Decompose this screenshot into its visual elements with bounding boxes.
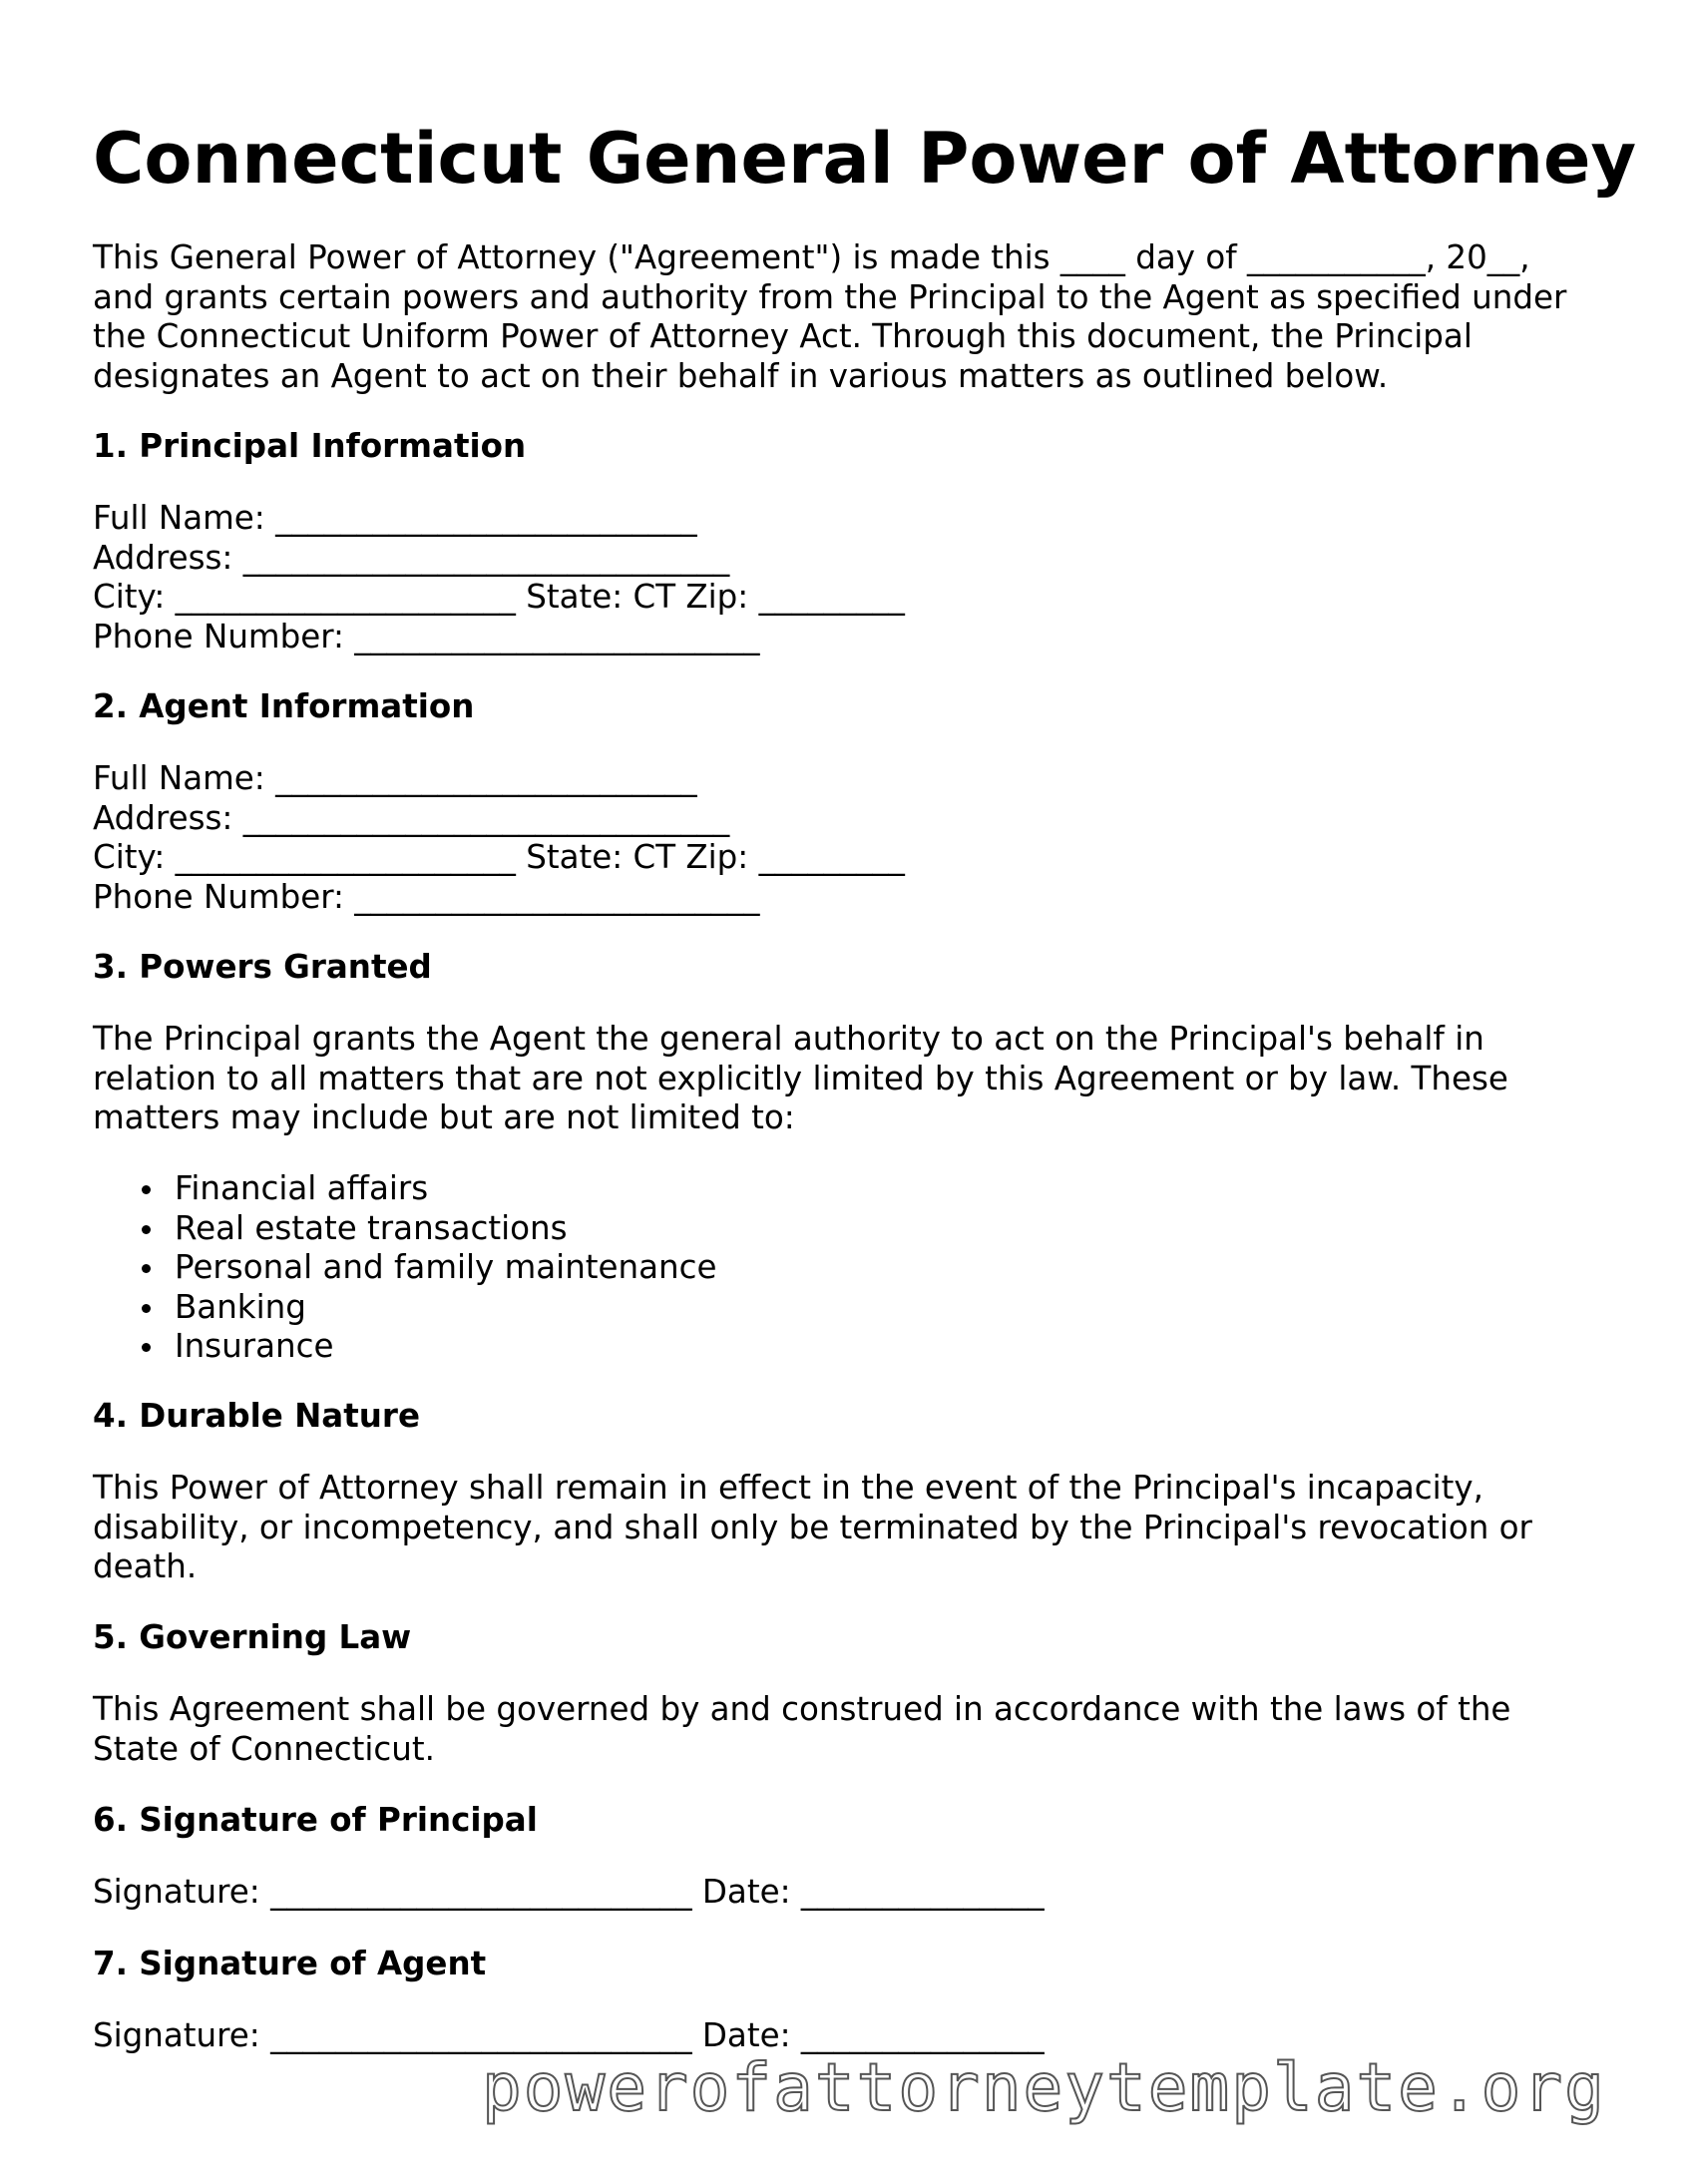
law-heading: 5. Governing Law: [93, 1618, 412, 1656]
intro-line: and grants certain powers and authority from the Principal to the Agent as specified under: [93, 277, 1567, 316]
principal-signature-line[interactable]: Signature: __________________________ Date: _______________: [93, 1873, 1045, 1911]
principal-city-state-zip-field[interactable]: City: _____________________ State: CT Zip: _________: [93, 578, 905, 616]
intro-line: This General Power of Attorney ("Agreement") is made this ____ day of ___________, 20__,: [93, 238, 1530, 276]
powers-line: The Principal grants the Agent the general authority to act on the Principal's behalf in: [93, 1020, 1484, 1058]
intro-line: the Connecticut Uniform Power of Attorney Act. Through this document, the Principal: [93, 317, 1473, 355]
list-item: Real estate transactions: [93, 1209, 717, 1249]
durable-line: This Power of Attorney shall remain in effect in the event of the Principal's incapacity,: [93, 1469, 1483, 1507]
principal-signature-heading: 6. Signature of Principal: [93, 1801, 538, 1839]
durable-paragraph: [93, 1469, 1609, 1587]
powers-heading: 3. Powers Granted: [93, 948, 432, 986]
intro-line: designates an Agent to act on their behalf in various matters as outlined below.: [93, 356, 1389, 395]
list-item: Insurance: [93, 1327, 717, 1367]
powers-list: [93, 1169, 717, 1367]
document-title: Connecticut General Power of Attorney: [93, 118, 1637, 200]
intro-paragraph: [93, 238, 1609, 396]
agent-fields: [93, 759, 1609, 917]
agent-city-state-zip-field[interactable]: City: _____________________ State: CT Zip: _________: [93, 838, 905, 876]
list-item: Personal and family maintenance: [93, 1248, 717, 1288]
durable-heading: 4. Durable Nature: [93, 1397, 420, 1435]
agent-signature-line[interactable]: Signature: __________________________ Date: _______________: [93, 2016, 1045, 2054]
principal-phone-field[interactable]: Phone Number: _________________________: [93, 617, 760, 655]
powers-line: matters may include but are not limited to:: [93, 1098, 795, 1136]
watermark: powerofattorneytemplate.org: [482, 2049, 1606, 2126]
principal-address-field[interactable]: Address: ______________________________: [93, 538, 730, 577]
law-paragraph: [93, 1690, 1609, 1769]
powers-paragraph: [93, 1020, 1609, 1138]
list-item: Banking: [93, 1288, 717, 1328]
powers-line: relation to all matters that are not explicitly limited by this Agreement or by law. These: [93, 1059, 1508, 1097]
agent-full-name-field[interactable]: Full Name: __________________________: [93, 759, 697, 797]
principal-full-name-field[interactable]: Full Name: __________________________: [93, 499, 697, 537]
principal-heading: 1. Principal Information: [93, 427, 527, 465]
agent-phone-field[interactable]: Phone Number: _________________________: [93, 877, 760, 916]
agent-signature-heading: 7. Signature of Agent: [93, 1945, 487, 1982]
durable-line: death.: [93, 1547, 198, 1585]
law-line: This Agreement shall be governed by and construed in accordance with the laws of the: [93, 1690, 1511, 1728]
agent-address-field[interactable]: Address: ______________________________: [93, 798, 730, 837]
law-line: State of Connecticut.: [93, 1729, 435, 1768]
durable-line: disability, or incompetency, and shall only be terminated by the Principal's revocation or: [93, 1508, 1532, 1546]
agent-heading: 2. Agent Information: [93, 687, 475, 725]
principal-signature-block: [93, 1873, 1609, 1913]
list-item: Financial affairs: [93, 1169, 717, 1209]
principal-fields: [93, 499, 1609, 656]
